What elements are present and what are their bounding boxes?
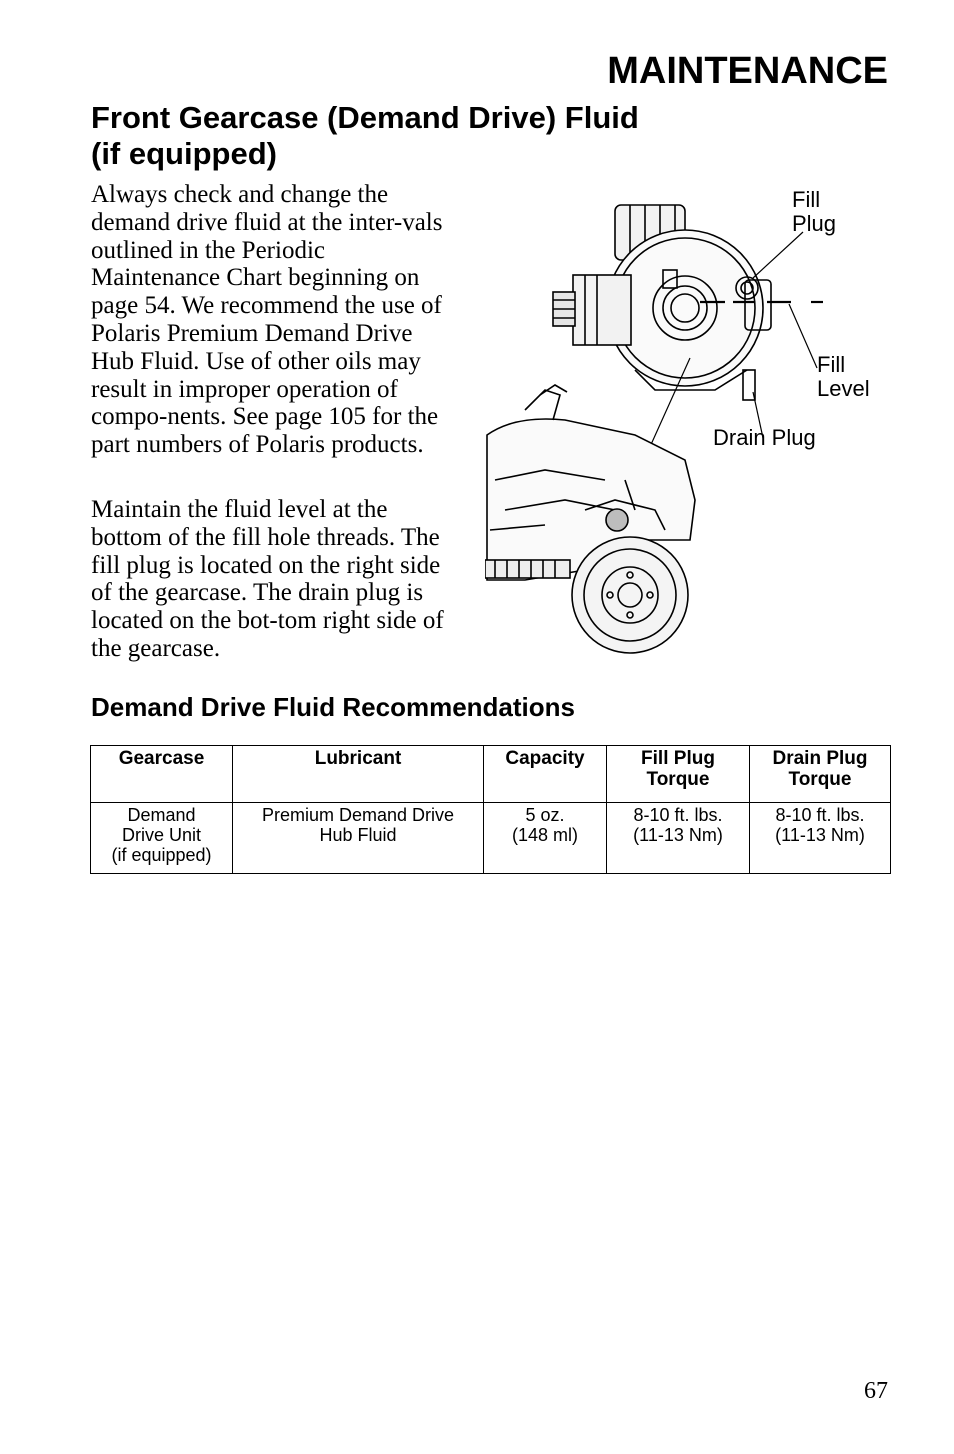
table-header-row: [91, 746, 891, 803]
page-number: 67: [864, 1378, 888, 1404]
page-title: Front Gearcase (Demand Drive) Fluid (if equipped): [91, 100, 639, 171]
fluid-recommendations-table: [90, 745, 891, 874]
atv-front-illustration: [485, 385, 695, 653]
cell-capacity: 5 oz. (148 ml): [484, 803, 607, 874]
header-capacity: Capacity: [484, 746, 607, 803]
drain-plug-label: Drain Plug: [713, 425, 816, 450]
header-lubricant: Lubricant: [233, 746, 484, 803]
header-fill-plug-torque: Fill Plug Torque: [607, 746, 750, 803]
fill-plug-label: Fill Plug: [792, 187, 837, 236]
table-heading: Demand Drive Fluid Recommendations: [91, 692, 575, 722]
cell-fill-plug-torque: 8-10 ft. lbs. (11-13 Nm): [607, 803, 750, 874]
cell-lubricant: Premium Demand Drive Hub Fluid: [233, 803, 484, 874]
fill-level-leader: [789, 304, 817, 368]
gearcase-illustration: [485, 180, 885, 660]
intro-paragraph: Always check and change the demand drive fluid at the inter-vals outlined in the Periodic Maintenance Chart beginning on page 54. We recommend the use of Polaris Premium Demand Drive Hub Fluid. Use of other oils may result in improper operation of compo-nents. See page 105 for the part numbers of Polaris products.: [91, 181, 443, 459]
fill-plug-leader: [753, 232, 803, 278]
header-drain-plug-torque: Drain Plug Torque: [750, 746, 891, 803]
fluid-level-paragraph: Maintain the fluid level at the bottom of the fill hole threads. The fill plug is located on the right side of the gearcase. The drain plug is located on the bot-tom right side of the gearcase.: [91, 496, 444, 662]
header-gearcase: Gearcase: [91, 746, 233, 803]
cell-gearcase: Demand Drive Unit (if equipped): [91, 803, 233, 874]
table-row: [91, 803, 891, 874]
fill-level-label: Fill Level: [817, 352, 870, 401]
gearcase-location-marker: [606, 509, 628, 531]
section-header: MAINTENANCE: [607, 50, 888, 92]
gearcase-diagram-svg: [485, 180, 885, 660]
cell-drain-plug-torque: 8-10 ft. lbs. (11-13 Nm): [750, 803, 891, 874]
